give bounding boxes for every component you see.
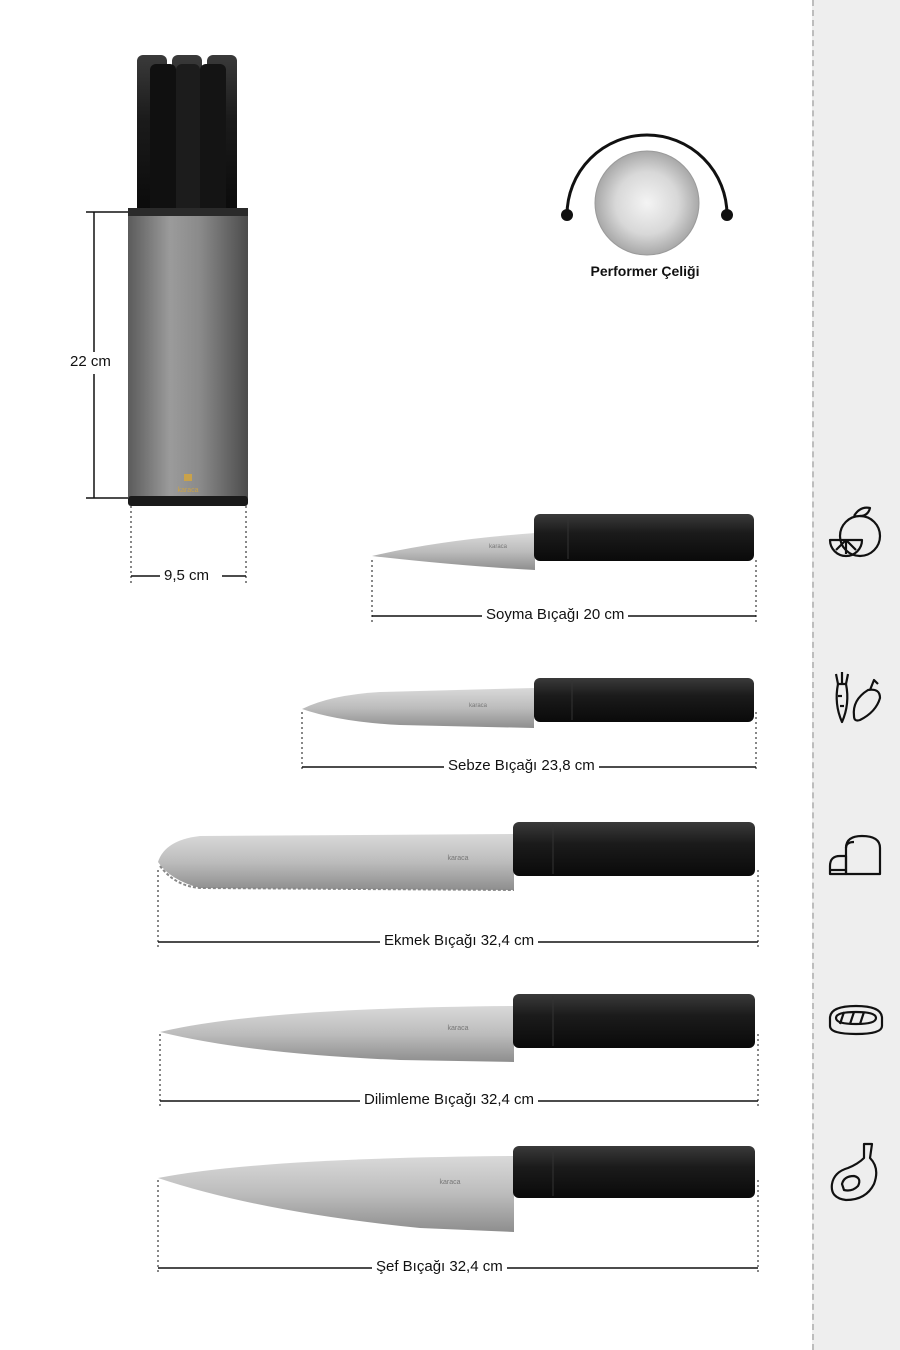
blade-mark: karaca	[447, 855, 469, 862]
knife-sef-label: Şef Bıçağı 32,4 cm	[372, 1258, 507, 1276]
knife-dilimleme	[160, 994, 755, 1062]
vegetables-icon	[824, 664, 888, 728]
knife-block	[128, 208, 248, 506]
citrus-icon	[824, 502, 888, 566]
blade-mark: karaca	[439, 1179, 461, 1186]
knife-soyma	[372, 514, 754, 570]
block-width-label: 9,5 cm	[164, 567, 210, 584]
knife-sef	[158, 1146, 755, 1232]
knife-sebze-label: Sebze Bıçağı 23,8 cm	[444, 757, 599, 775]
steak-icon	[824, 988, 888, 1052]
blade-mark: karaca	[447, 1025, 469, 1032]
performer-steel-label: Performer Çeliği	[590, 263, 700, 279]
block-handles	[137, 55, 237, 216]
knife-ekmek-label: Ekmek Bıçağı 32,4 cm	[380, 932, 538, 950]
block-brand-mark: karaca	[177, 487, 199, 494]
performer-steel-badge	[561, 135, 733, 255]
blade-mark: karaca	[468, 703, 488, 709]
knife-soyma-label: Soyma Bıçağı 20 cm	[482, 606, 628, 624]
block-height-label: 22 cm	[70, 353, 111, 370]
blade-mark: karaca	[488, 544, 508, 550]
knife-dilimleme-label: Dilimleme Bıçağı 32,4 cm	[360, 1091, 538, 1109]
knife-sebze	[302, 678, 754, 728]
meat-chop-icon	[824, 1140, 888, 1204]
knife-ekmek	[158, 822, 755, 890]
bread-icon	[824, 826, 888, 890]
sidebar-dashed-divider	[812, 0, 814, 1350]
